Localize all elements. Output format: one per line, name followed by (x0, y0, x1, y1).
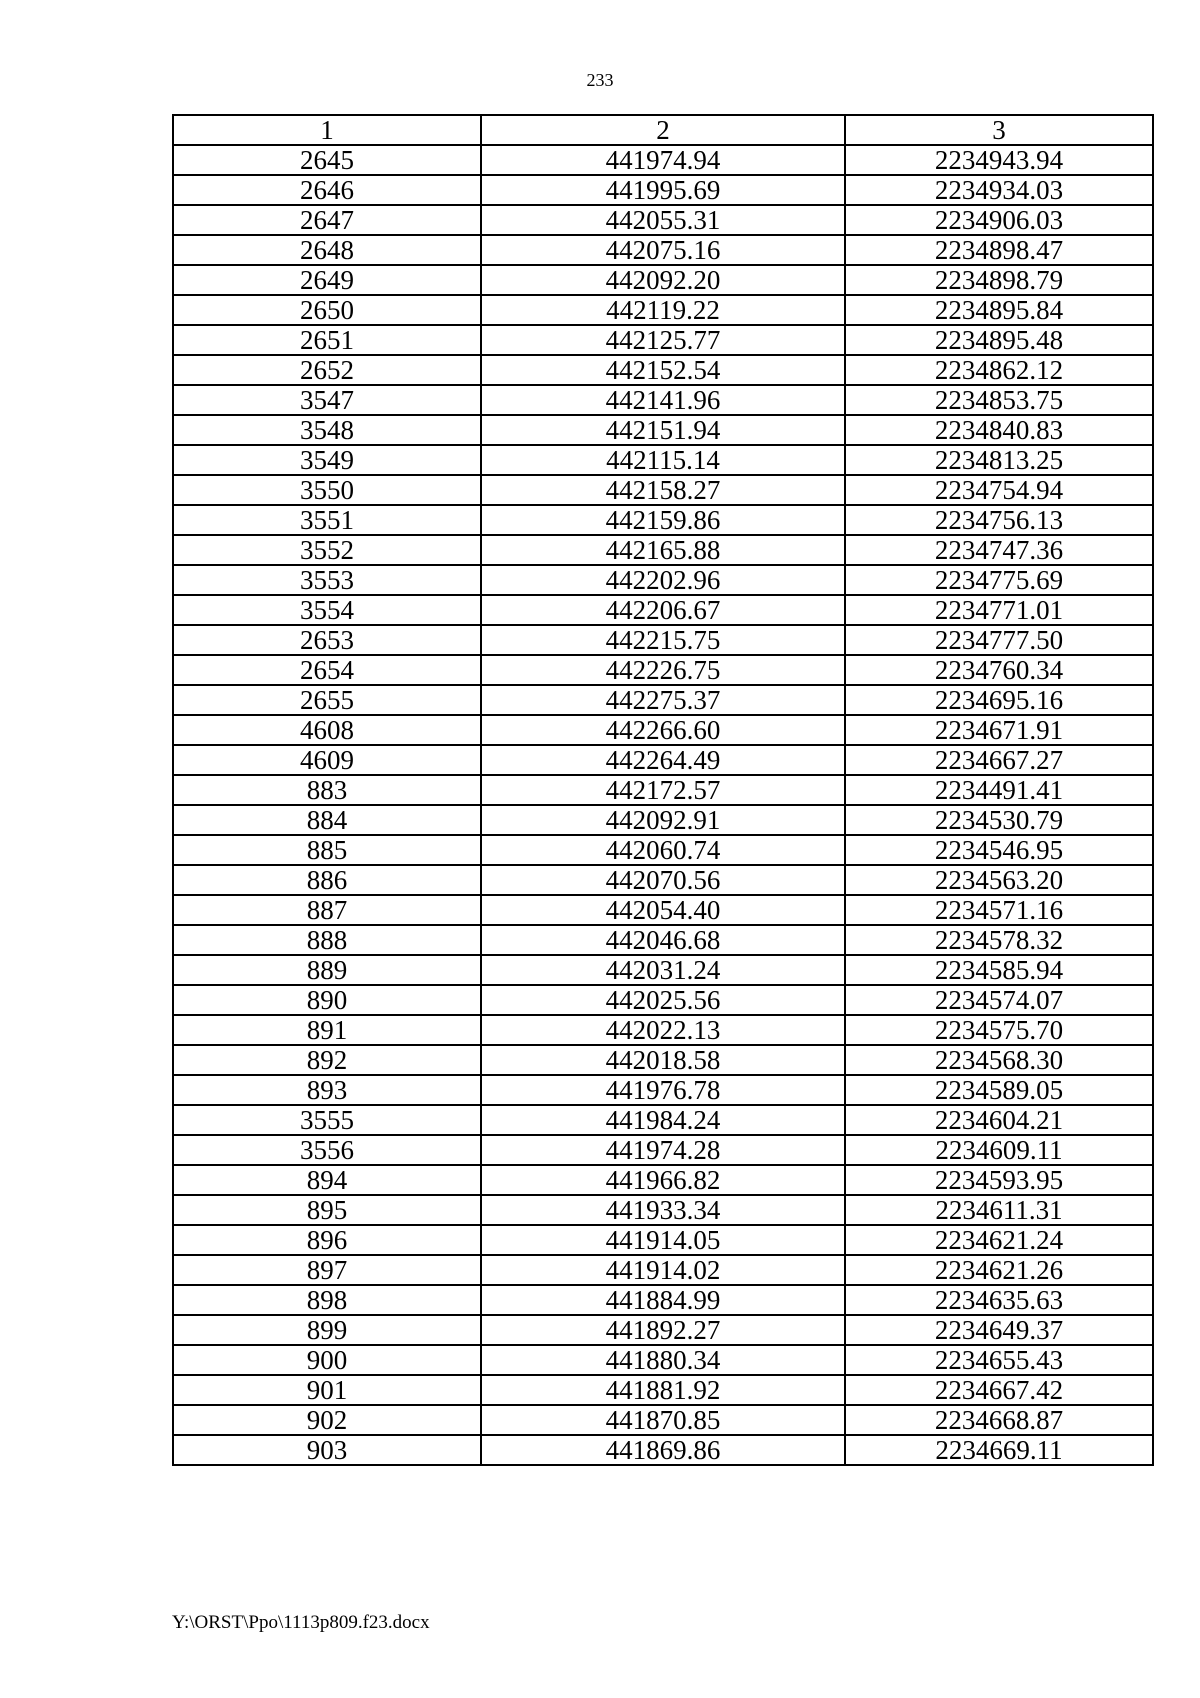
table-cell-col-2: 442070.56 (481, 865, 845, 895)
table-cell-col-2: 442092.91 (481, 805, 845, 835)
table-cell-col-1: 898 (173, 1285, 481, 1315)
table-row (173, 715, 1153, 745)
table-cell-col-2: 442202.96 (481, 565, 845, 595)
table-cell-col-2: 441974.94 (481, 145, 845, 175)
table-row (173, 655, 1153, 685)
table-cell-col-1: 2646 (173, 175, 481, 205)
table-row (173, 505, 1153, 535)
table-cell-col-2: 442159.86 (481, 505, 845, 535)
table-cell-col-2: 442141.96 (481, 385, 845, 415)
table-row (173, 325, 1153, 355)
table-cell-col-2: 441884.99 (481, 1285, 845, 1315)
table-cell-col-3: 2234611.31 (845, 1195, 1153, 1225)
table-cell-col-2: 441892.27 (481, 1315, 845, 1345)
table-cell-col-1: 890 (173, 985, 481, 1015)
table-cell-col-2: 442152.54 (481, 355, 845, 385)
table-cell-col-2: 442266.60 (481, 715, 845, 745)
table-cell-col-2: 441995.69 (481, 175, 845, 205)
table-cell-col-3: 2234585.94 (845, 955, 1153, 985)
table-row (173, 895, 1153, 925)
table-cell-col-1: 891 (173, 1015, 481, 1045)
table-cell-col-2: 442275.37 (481, 685, 845, 715)
table-cell-col-3: 2234671.91 (845, 715, 1153, 745)
table-cell-col-3: 2234530.79 (845, 805, 1153, 835)
table-row (173, 295, 1153, 325)
table-cell-col-3: 2234756.13 (845, 505, 1153, 535)
table-cell-col-2: 442264.49 (481, 745, 845, 775)
table-cell-col-3: 2234898.47 (845, 235, 1153, 265)
table-cell-col-1: 2654 (173, 655, 481, 685)
header-row (173, 115, 1153, 145)
table-cell-col-1: 4608 (173, 715, 481, 745)
table-cell-col-3: 2234621.26 (845, 1255, 1153, 1285)
table-cell-col-3: 2234934.03 (845, 175, 1153, 205)
table-cell-col-3: 2234655.43 (845, 1345, 1153, 1375)
table-cell-col-2: 442226.75 (481, 655, 845, 685)
table-cell-col-1: 896 (173, 1225, 481, 1255)
table-cell-col-1: 3555 (173, 1105, 481, 1135)
table-cell-col-2: 442018.58 (481, 1045, 845, 1075)
table-cell-col-2: 442025.56 (481, 985, 845, 1015)
table-row (173, 865, 1153, 895)
table-cell-col-3: 2234491.41 (845, 775, 1153, 805)
table-cell-col-3: 2234593.95 (845, 1165, 1153, 1195)
table-row (173, 685, 1153, 715)
table-cell-col-1: 893 (173, 1075, 481, 1105)
table-row (173, 1165, 1153, 1195)
table-cell-col-2: 442125.77 (481, 325, 845, 355)
table-cell-col-1: 889 (173, 955, 481, 985)
table-cell-col-3: 2234667.42 (845, 1375, 1153, 1405)
table-cell-col-1: 2651 (173, 325, 481, 355)
table-cell-col-2: 442165.88 (481, 535, 845, 565)
table-cell-col-1: 2649 (173, 265, 481, 295)
table-cell-col-3: 2234668.87 (845, 1405, 1153, 1435)
table-cell-col-3: 2234574.07 (845, 985, 1153, 1015)
table-cell-col-1: 3553 (173, 565, 481, 595)
table-cell-col-1: 2653 (173, 625, 481, 655)
table-row (173, 1285, 1153, 1315)
table-cell-col-3: 2234578.32 (845, 925, 1153, 955)
table-cell-col-1: 887 (173, 895, 481, 925)
table-cell-col-3: 2234813.25 (845, 445, 1153, 475)
table-cell-col-1: 884 (173, 805, 481, 835)
table-row (173, 1255, 1153, 1285)
table-row (173, 775, 1153, 805)
table-cell-col-2: 441914.02 (481, 1255, 845, 1285)
table-cell-col-2: 442119.22 (481, 295, 845, 325)
table-cell-col-3: 2234760.34 (845, 655, 1153, 685)
table-row (173, 1045, 1153, 1075)
table-cell-col-2: 442075.16 (481, 235, 845, 265)
table-row (173, 1135, 1153, 1165)
coordinates-table (172, 114, 1154, 1466)
table-cell-col-2: 441984.24 (481, 1105, 845, 1135)
table-row (173, 535, 1153, 565)
table-cell-col-2: 442206.67 (481, 595, 845, 625)
header-cell-2: 2 (481, 115, 845, 145)
table-cell-col-2: 441881.92 (481, 1375, 845, 1405)
table-cell-col-2: 442055.31 (481, 205, 845, 235)
table-cell-col-1: 3552 (173, 535, 481, 565)
header-cell-1: 1 (173, 115, 481, 145)
table-row (173, 1195, 1153, 1225)
table-cell-col-2: 442046.68 (481, 925, 845, 955)
table-row (173, 445, 1153, 475)
table-cell-col-3: 2234609.11 (845, 1135, 1153, 1165)
table-cell-col-3: 2234771.01 (845, 595, 1153, 625)
table-cell-col-1: 2645 (173, 145, 481, 175)
table-cell-col-3: 2234589.05 (845, 1075, 1153, 1105)
table-cell-col-1: 902 (173, 1405, 481, 1435)
table-row (173, 355, 1153, 385)
table-row (173, 1375, 1153, 1405)
table-row (173, 1225, 1153, 1255)
table-cell-col-2: 441870.85 (481, 1405, 845, 1435)
table-cell-col-3: 2234571.16 (845, 895, 1153, 925)
table-row (173, 265, 1153, 295)
table-cell-col-3: 2234568.30 (845, 1045, 1153, 1075)
table-cell-col-1: 2652 (173, 355, 481, 385)
table-cell-col-1: 897 (173, 1255, 481, 1285)
header-cell-3: 3 (845, 115, 1153, 145)
table-row (173, 955, 1153, 985)
table-row (173, 145, 1153, 175)
table-cell-col-3: 2234604.21 (845, 1105, 1153, 1135)
table-cell-col-3: 2234563.20 (845, 865, 1153, 895)
table-cell-col-2: 441869.86 (481, 1435, 845, 1465)
table-row (173, 475, 1153, 505)
table-cell-col-1: 3551 (173, 505, 481, 535)
table-cell-col-1: 2650 (173, 295, 481, 325)
table-cell-col-1: 894 (173, 1165, 481, 1195)
table-cell-col-3: 2234747.36 (845, 535, 1153, 565)
table-body (173, 145, 1153, 1465)
table-cell-col-3: 2234777.50 (845, 625, 1153, 655)
table-cell-col-3: 2234649.37 (845, 1315, 1153, 1345)
table-cell-col-3: 2234853.75 (845, 385, 1153, 415)
table-header (173, 115, 1153, 145)
table-row (173, 1345, 1153, 1375)
table-cell-col-1: 886 (173, 865, 481, 895)
table-cell-col-1: 899 (173, 1315, 481, 1345)
table-cell-col-3: 2234895.84 (845, 295, 1153, 325)
table-cell-col-2: 442215.75 (481, 625, 845, 655)
table-row (173, 1015, 1153, 1045)
table-cell-col-1: 883 (173, 775, 481, 805)
table-cell-col-2: 442115.14 (481, 445, 845, 475)
table-row (173, 175, 1153, 205)
table-cell-col-1: 3554 (173, 595, 481, 625)
table-cell-col-3: 2234943.94 (845, 145, 1153, 175)
table-cell-col-2: 441880.34 (481, 1345, 845, 1375)
table-cell-col-3: 2234667.27 (845, 745, 1153, 775)
footer-file-path: Y:\ORST\Ppo\1113p809.f23.docx (172, 1612, 430, 1633)
table-cell-col-1: 3556 (173, 1135, 481, 1165)
table-cell-col-1: 885 (173, 835, 481, 865)
table-cell-col-2: 442022.13 (481, 1015, 845, 1045)
table-row (173, 625, 1153, 655)
page-number: 233 (586, 70, 614, 90)
table-row (173, 385, 1153, 415)
table-cell-col-2: 441914.05 (481, 1225, 845, 1255)
table-cell-col-1: 900 (173, 1345, 481, 1375)
table-row (173, 985, 1153, 1015)
table-row (173, 1315, 1153, 1345)
table-row (173, 835, 1153, 865)
table-cell-col-3: 2234906.03 (845, 205, 1153, 235)
table-cell-col-1: 3547 (173, 385, 481, 415)
table-row (173, 1075, 1153, 1105)
table-cell-col-2: 442054.40 (481, 895, 845, 925)
table-row (173, 925, 1153, 955)
table-cell-col-1: 901 (173, 1375, 481, 1405)
table-cell-col-1: 2648 (173, 235, 481, 265)
table-cell-col-1: 3549 (173, 445, 481, 475)
table-row (173, 745, 1153, 775)
table-cell-col-3: 2234546.95 (845, 835, 1153, 865)
table-cell-col-2: 442031.24 (481, 955, 845, 985)
table-cell-col-1: 2655 (173, 685, 481, 715)
table-cell-col-1: 888 (173, 925, 481, 955)
table-cell-col-3: 2234695.16 (845, 685, 1153, 715)
table-cell-col-3: 2234635.63 (845, 1285, 1153, 1315)
table-cell-col-2: 442092.20 (481, 265, 845, 295)
table-cell-col-3: 2234895.48 (845, 325, 1153, 355)
table-cell-col-1: 3550 (173, 475, 481, 505)
table-cell-col-2: 442172.57 (481, 775, 845, 805)
table-cell-col-3: 2234669.11 (845, 1435, 1153, 1465)
table-cell-col-2: 442060.74 (481, 835, 845, 865)
table-cell-col-3: 2234775.69 (845, 565, 1153, 595)
table-cell-col-2: 441974.28 (481, 1135, 845, 1165)
table-row (173, 415, 1153, 445)
table-cell-col-1: 2647 (173, 205, 481, 235)
table-row (173, 235, 1153, 265)
table-cell-col-1: 895 (173, 1195, 481, 1225)
table-cell-col-2: 441933.34 (481, 1195, 845, 1225)
table-row (173, 1435, 1153, 1465)
table-cell-col-1: 892 (173, 1045, 481, 1075)
table-cell-col-2: 441966.82 (481, 1165, 845, 1195)
table-row (173, 805, 1153, 835)
table-row (173, 1405, 1153, 1435)
table-cell-col-3: 2234754.94 (845, 475, 1153, 505)
table-row (173, 595, 1153, 625)
table-row (173, 565, 1153, 595)
table-cell-col-3: 2234840.83 (845, 415, 1153, 445)
table-cell-col-3: 2234862.12 (845, 355, 1153, 385)
table-cell-col-1: 4609 (173, 745, 481, 775)
table-cell-col-1: 3548 (173, 415, 481, 445)
table-cell-col-3: 2234898.79 (845, 265, 1153, 295)
table-cell-col-2: 441976.78 (481, 1075, 845, 1105)
table-cell-col-3: 2234575.70 (845, 1015, 1153, 1045)
table-cell-col-2: 442151.94 (481, 415, 845, 445)
table-cell-col-2: 442158.27 (481, 475, 845, 505)
table-row (173, 205, 1153, 235)
table-row (173, 1105, 1153, 1135)
table-cell-col-1: 903 (173, 1435, 481, 1465)
table-cell-col-3: 2234621.24 (845, 1225, 1153, 1255)
